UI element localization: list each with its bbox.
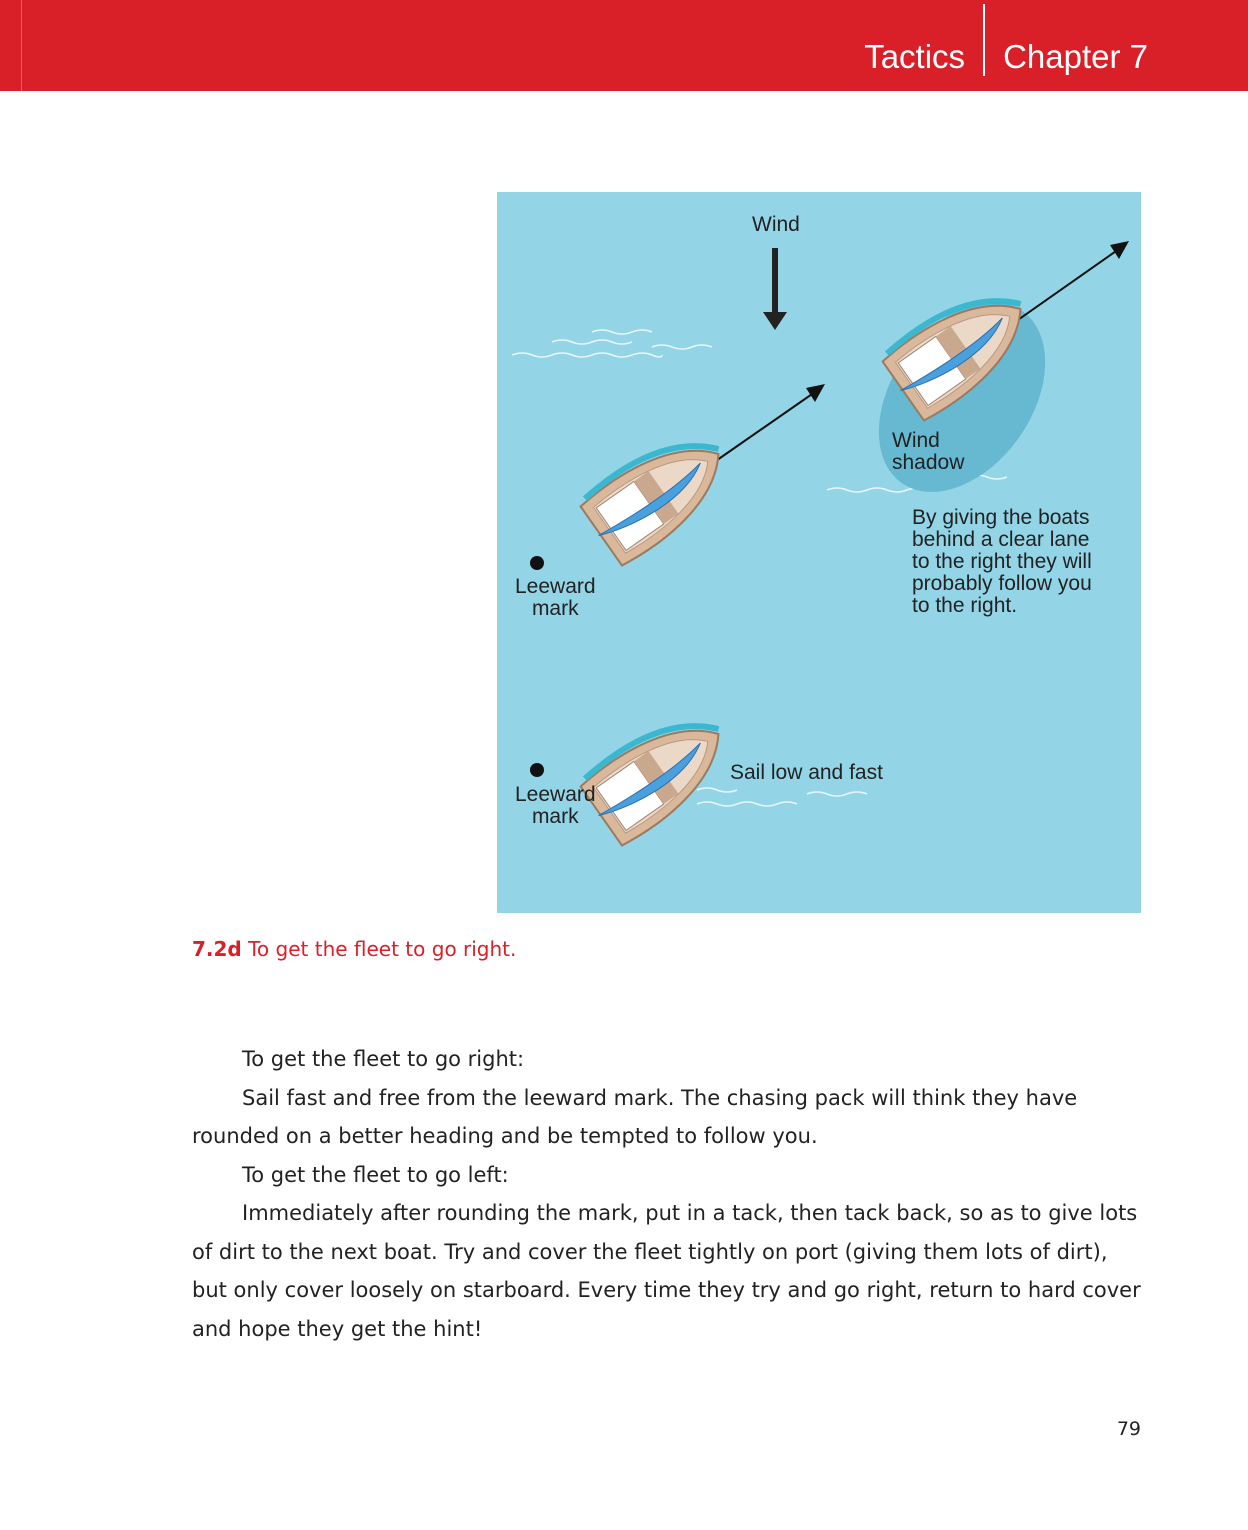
- wind-label: Wind: [752, 213, 800, 236]
- header-divider: [983, 4, 985, 76]
- course-arrow-1: [710, 384, 825, 465]
- leeward-mark-label-2: Leeward mark: [515, 783, 596, 828]
- tactics-diagram: [497, 192, 1141, 913]
- leeward-mark-2: [530, 763, 544, 777]
- chapter-header: [0, 0, 1248, 91]
- figure-caption-text: To get the fleet to go right.: [248, 937, 517, 961]
- boat-leading: [575, 418, 742, 569]
- leeward-mark-label-1: Leeward mark: [515, 575, 596, 620]
- course-arrow-2: [1015, 241, 1129, 322]
- wind-shadow-label: Wind shadow: [892, 429, 965, 474]
- tactic-note: By giving the boats behind a clear lane to the right they will probably follow you to the right.: [912, 506, 1092, 617]
- sail-low-label: Sail low and fast: [730, 761, 883, 784]
- section-title: Tactics: [864, 38, 966, 75]
- figure-caption: [192, 937, 516, 961]
- leeward-mark-1: [530, 556, 544, 570]
- chapter-title: Chapter 7: [1003, 38, 1148, 75]
- page-number: 79: [1116, 1418, 1141, 1440]
- paragraph: Immediately after rounding the mark, put in a tack, then tack back, so as to give lots of dirt to the next boat. Try and cover the fleet tightly on port (giving them lots of dirt), but only cover loosely on starboard. Every time they try and go right, return to hard cover and hope they get the hint!: [192, 1201, 1141, 1341]
- wind-arrow: [763, 248, 787, 330]
- body-text: [192, 1040, 1142, 1348]
- paragraph: To get the fleet to go right:: [242, 1047, 525, 1071]
- boat-low-fast: [575, 698, 742, 849]
- header-rule: [21, 0, 22, 91]
- paragraph: Sail fast and free from the leeward mark. The chasing pack will think they have rounded on a better heading and be tempted to follow you.: [192, 1085, 1078, 1148]
- paragraph: To get the fleet to go left:: [242, 1162, 509, 1187]
- figure-number: 7.2d: [192, 937, 242, 961]
